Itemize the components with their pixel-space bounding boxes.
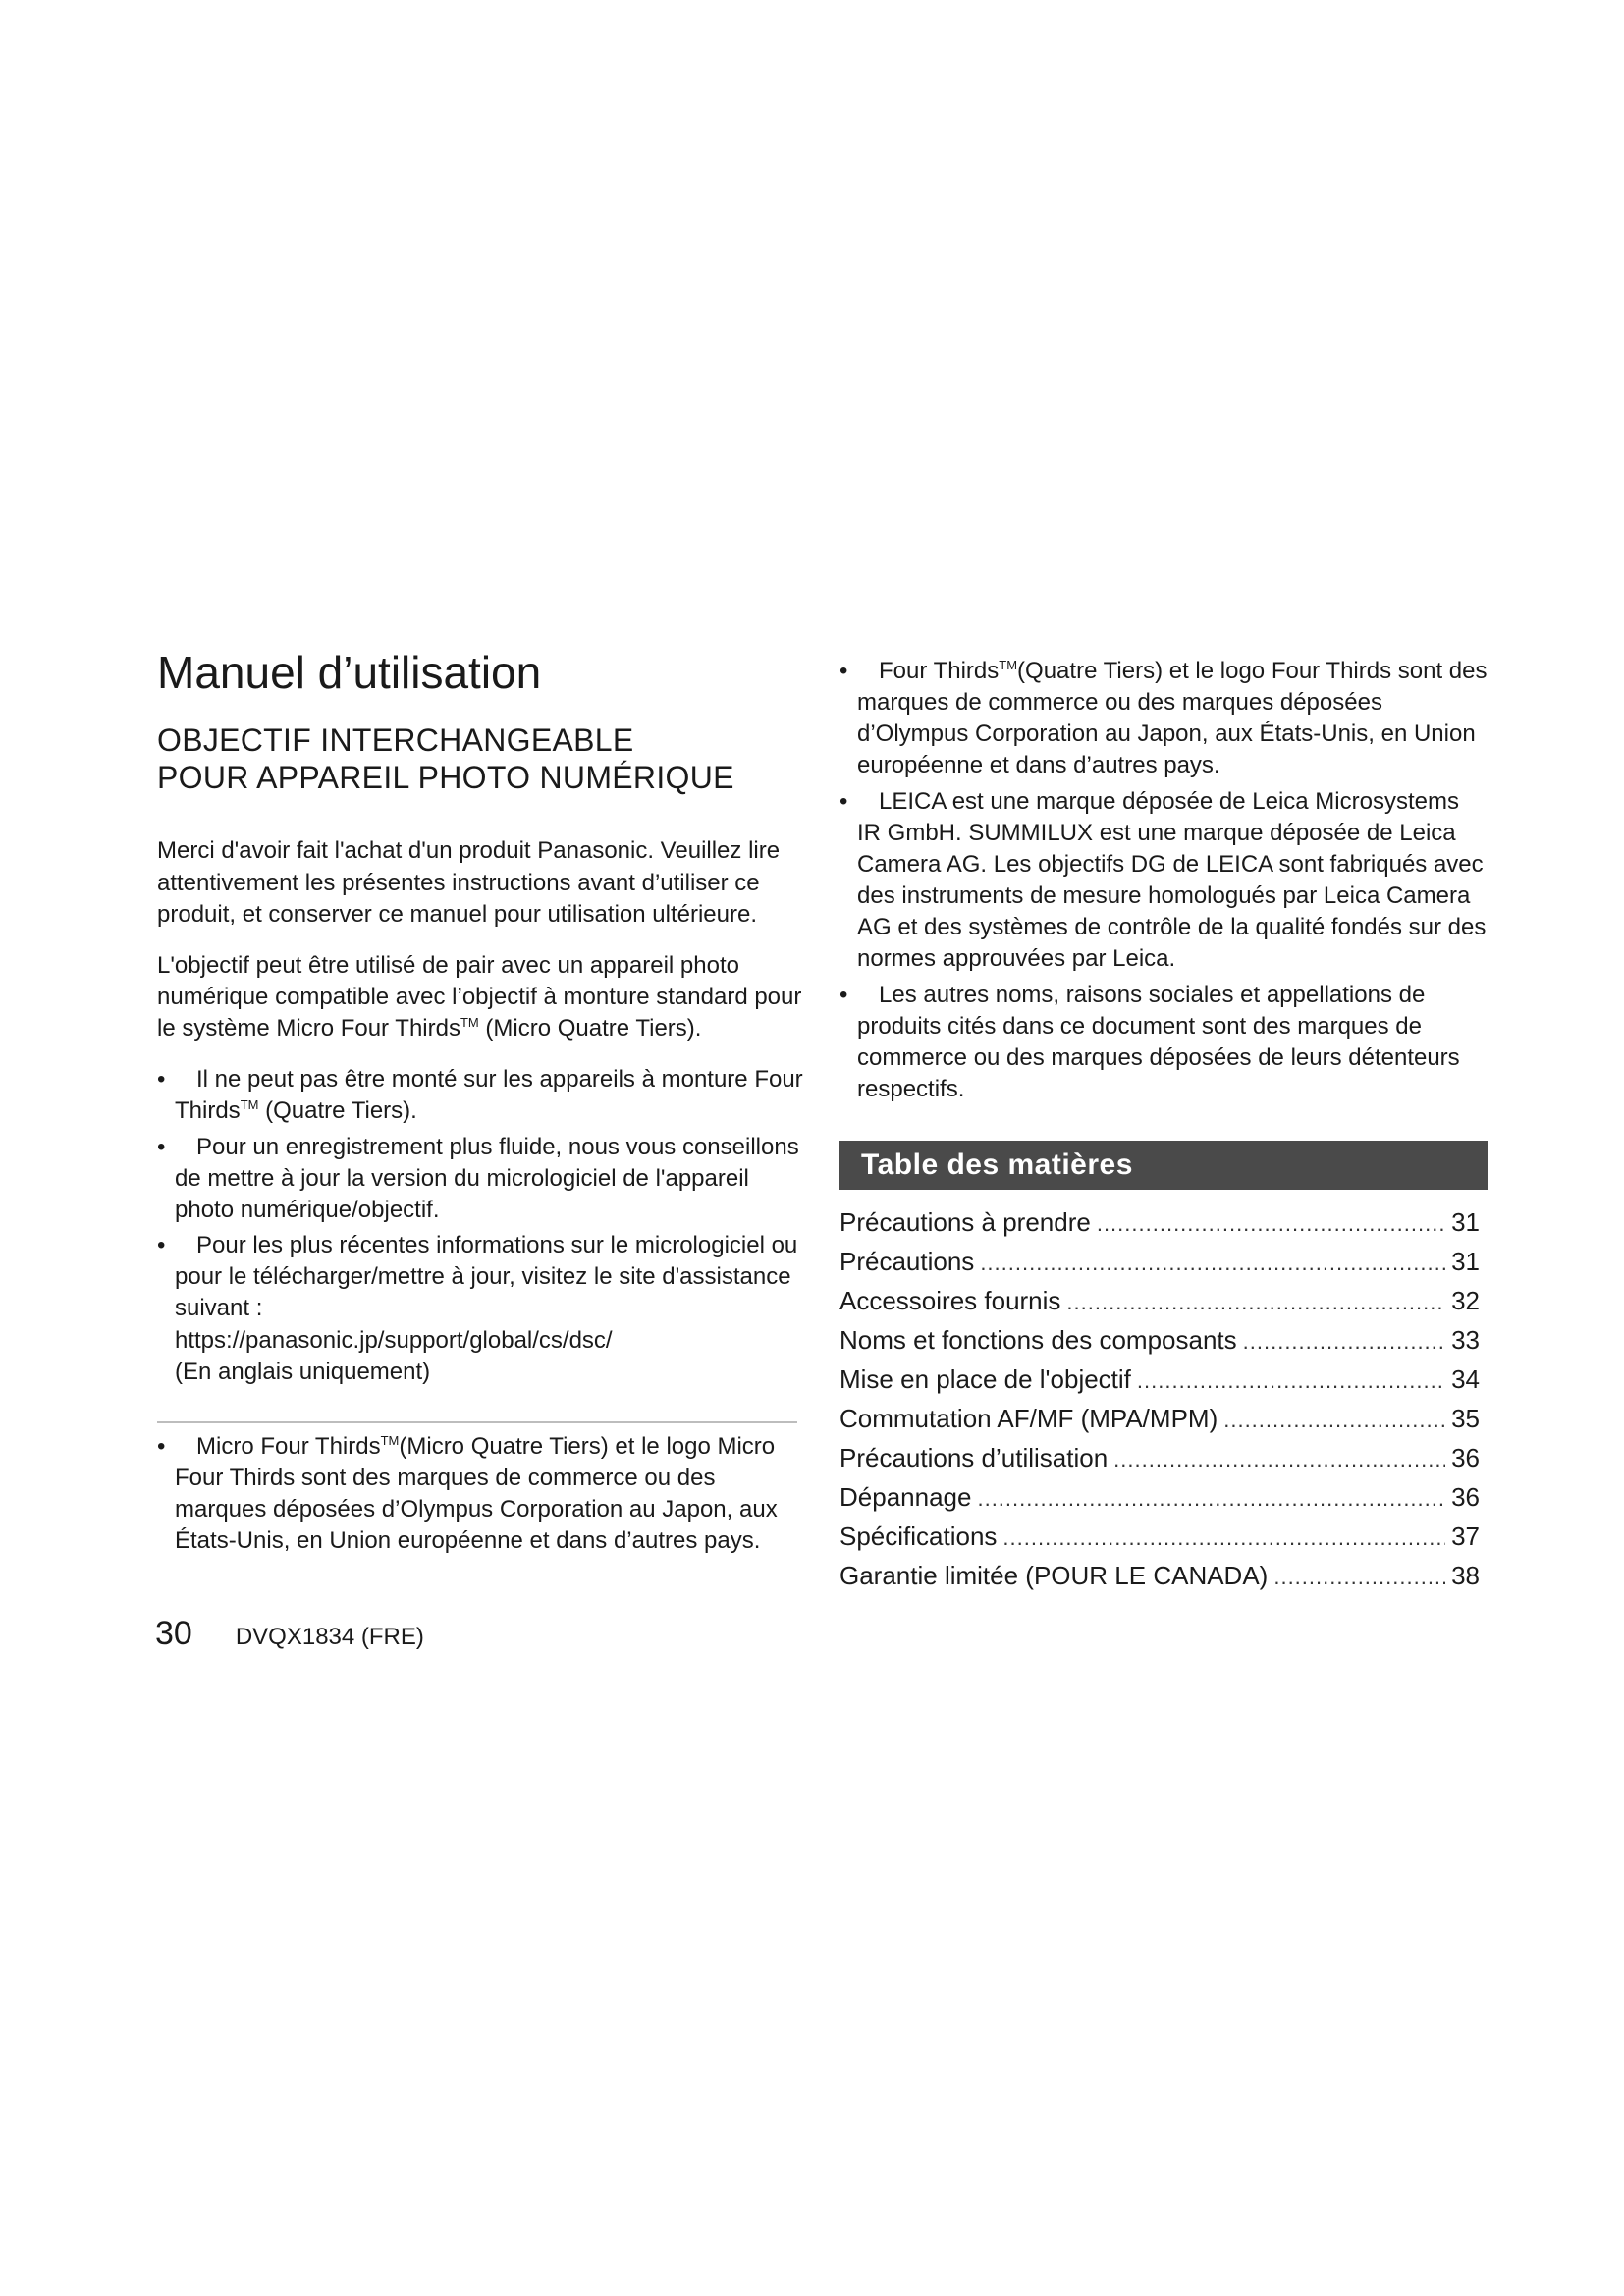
toc-entry-label: Garantie limitée (POUR LE CANADA): [839, 1561, 1269, 1591]
toc-dot-leader: [1273, 1558, 1445, 1596]
trademark-mark: TM: [460, 1015, 479, 1031]
toc-list: [839, 1203, 1488, 1596]
toc-entry[interactable]: [839, 1557, 1480, 1596]
document-code: DVQX1834 (FRE): [235, 1624, 424, 1650]
bullet-marker: •: [157, 1133, 166, 1160]
toc-dot-leader: [980, 1244, 1445, 1282]
toc-entry[interactable]: [839, 1518, 1480, 1557]
toc-entry-label: Précautions: [839, 1247, 975, 1277]
toc-entry[interactable]: [839, 1400, 1480, 1439]
bullet-marker: •: [157, 1066, 166, 1094]
compat-tail: (Micro Quatre Tiers).: [478, 1015, 702, 1042]
page-footer: [155, 1615, 424, 1653]
bullet-marker: •: [839, 981, 848, 1008]
toc-entry-page: 38: [1451, 1561, 1480, 1591]
list-item: [157, 1230, 805, 1388]
toc-entry-label: Précautions à prendre: [839, 1207, 1091, 1238]
bullet-marker: •: [839, 658, 848, 684]
bullet-marker: •: [157, 1232, 166, 1259]
toc-entry-page: 33: [1451, 1325, 1480, 1356]
toc-dot-leader: [1243, 1322, 1445, 1361]
bullet-text-tail: (Quatre Tiers).: [258, 1097, 417, 1125]
manual-title: Manuel d’utilisation: [157, 647, 542, 698]
support-url[interactable]: https://panasonic.jp/support/global/cs/dsc/: [175, 1326, 613, 1354]
toc-heading: Table des matières: [839, 1141, 1488, 1190]
left-trademark-list: [157, 1431, 805, 1558]
bullet-text: Pour les plus récentes informations sur le micrologiciel ou pour le télécharger/mettre à jour, visitez le site d'assistance suivant :: [175, 1232, 798, 1322]
subtitle-line-1: OBJECTIF INTERCHANGEABLE: [157, 721, 634, 758]
toc-entry-label: Spécifications: [839, 1522, 998, 1552]
toc-entry-label: Précautions d’utilisation: [839, 1443, 1109, 1473]
subtitle-line-2: POUR APPAREIL PHOTO NUMÉRIQUE: [157, 759, 734, 795]
toc-dot-leader: [1113, 1440, 1445, 1478]
language-note: (En anglais uniquement): [175, 1358, 431, 1385]
toc-dot-leader: [1137, 1362, 1445, 1400]
toc-entry-label: Commutation AF/MF (MPA/MPM): [839, 1404, 1218, 1434]
compat-paragraph: [157, 950, 805, 1044]
bullet-text-tail: (Quatre Tiers) et le logo Four Thirds sont des marques de commerce ou des marques déposées d’Olympus Corporation au Japon, aux États-Unis, en Union européenne et dans d’autres pays.: [857, 658, 1488, 779]
toc-entry[interactable]: [839, 1361, 1480, 1400]
trademark-mark: TM: [380, 1432, 400, 1448]
trademark-mark: TM: [999, 658, 1018, 672]
intro-paragraph: Merci d'avoir fait l'achat d'un produit Panasonic. Veuillez lire attentivement les présentes instructions avant d’utiliser ce produit, et conserver ce manuel pour utilisation ultérieure.: [157, 837, 781, 928]
product-subtitle: [157, 721, 805, 797]
toc-entry[interactable]: [839, 1203, 1480, 1243]
bullet-text: Il ne peut pas être monté sur les appareils à monture Four Thirds: [175, 1066, 803, 1125]
bullet-text-tail: (Micro Quatre Tiers) et le logo Micro Four Thirds sont des marques de commerce ou des marques déposées d’Olympus Corporation au Japon, aux États-Unis, en Union européenne et dans d’autres pays.: [175, 1432, 778, 1555]
right-trademark-list: [839, 656, 1488, 1105]
bullet-marker: •: [157, 1432, 166, 1460]
toc-entry[interactable]: [839, 1478, 1480, 1518]
toc-dot-leader: [1097, 1204, 1445, 1243]
left-column: [157, 648, 805, 1562]
list-item: [157, 1064, 805, 1127]
toc-entry-label: Noms et fonctions des composants: [839, 1325, 1237, 1356]
page-number: 30: [155, 1615, 192, 1652]
toc-entry-page: 31: [1451, 1247, 1480, 1277]
left-bullet-list: [157, 1064, 805, 1388]
bullet-text: Les autres noms, raisons sociales et appellations de produits cités dans ce document sont des marques de commerce ou des marques déposées de leurs détenteurs respectifs.: [857, 981, 1460, 1103]
toc-entry[interactable]: [839, 1321, 1480, 1361]
toc-dot-leader: [977, 1479, 1445, 1518]
toc-entry[interactable]: [839, 1243, 1480, 1282]
bullet-text: Four Thirds: [879, 658, 1000, 684]
bullet-text: Pour un enregistrement plus fluide, nous vous conseillons de mettre à jour la version du micrologiciel de l'appareil photo numérique/objectif.: [175, 1133, 799, 1223]
toc-dot-leader: [1002, 1519, 1445, 1557]
toc-entry-page: 36: [1451, 1482, 1480, 1513]
list-item: [839, 656, 1488, 782]
section-divider: [157, 1421, 797, 1423]
bullet-marker: •: [839, 787, 848, 815]
list-item: [839, 786, 1488, 976]
toc-entry[interactable]: [839, 1282, 1480, 1321]
toc-entry-page: 37: [1451, 1522, 1480, 1552]
toc-entry-page: 34: [1451, 1364, 1480, 1395]
toc-entry-page: 35: [1451, 1404, 1480, 1434]
toc-entry-page: 36: [1451, 1443, 1480, 1473]
list-item: [157, 1431, 805, 1558]
toc-entry-page: 31: [1451, 1207, 1480, 1238]
toc-dot-leader: [1066, 1283, 1445, 1321]
right-column: [839, 656, 1488, 1596]
bullet-text: Micro Four Thirds: [196, 1432, 381, 1460]
toc-dot-leader: [1223, 1401, 1445, 1439]
toc-entry[interactable]: [839, 1439, 1480, 1478]
list-item: [839, 980, 1488, 1106]
trademark-mark: TM: [240, 1097, 259, 1113]
toc-entry-label: Mise en place de l'objectif: [839, 1364, 1131, 1395]
toc-entry-label: Accessoires fournis: [839, 1286, 1061, 1316]
compat-text: L'objectif peut être utilisé de pair avec un appareil photo numérique compatible avec l’objectif à monture standard pour le système Micro Four Thirds: [157, 951, 802, 1042]
toc-entry-page: 32: [1451, 1286, 1480, 1316]
bullet-text: LEICA est une marque déposée de Leica Microsystems IR GmbH. SUMMILUX est une marque déposée de Leica Camera AG. Les objectifs DG de LEICA sont fabriqués avec des instruments de mesure homologués par Leica Camera AG et des systèmes de contrôle de la qualité fondés sur des normes approuvées par Leica.: [857, 787, 1487, 973]
list-item: [157, 1132, 805, 1226]
toc-entry-label: Dépannage: [839, 1482, 972, 1513]
